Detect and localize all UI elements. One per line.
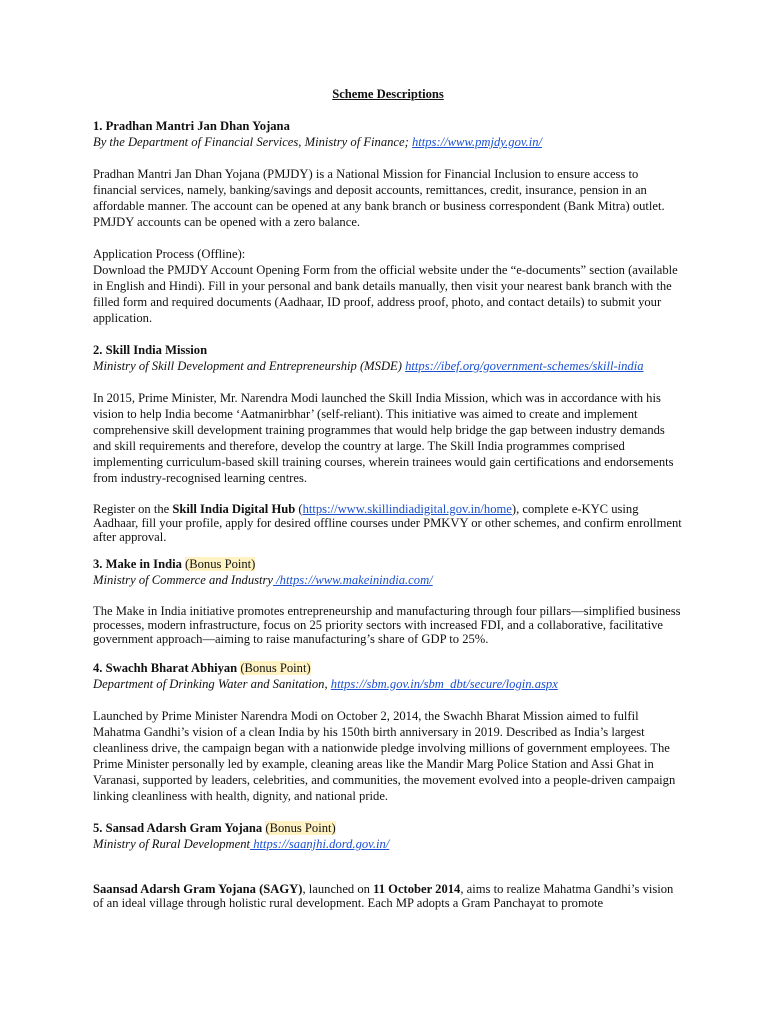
process-label: Application Process (Offline):	[93, 247, 246, 261]
register-bold: Skill India Digital Hub	[172, 502, 296, 516]
skill-india-digital-link[interactable]: https://www.skillindiadigital.gov.in/home	[302, 502, 512, 516]
section-byline	[93, 134, 683, 150]
section-skill-india	[93, 342, 683, 544]
byline-text: Department of Drinking Water and Sanitation,	[93, 677, 331, 691]
skill-india-link[interactable]: https://ibef.org/government-schemes/skill-india	[405, 359, 644, 373]
section-pmjdy	[93, 118, 683, 326]
process-text: Download the PMJDY Account Opening Form from the official website under the “e-documents” section (available in English and Hindi). Fill in your personal and bank details manually, then visit your nearest bank branch with the filled form and required documents (Aadhaar, ID proof, address proof, photo, and contact details) to submit your application.	[93, 263, 678, 325]
section-heading	[93, 820, 683, 836]
desc-mid: , launched on	[302, 882, 374, 896]
heading-text: 3. Make in India	[93, 557, 186, 571]
section-make-in-india	[93, 556, 683, 646]
section-heading	[93, 660, 683, 676]
desc-bold-date: 11 October 2014	[373, 882, 461, 896]
sagy-link[interactable]: https://saanjhi.dord.gov.in/	[250, 837, 390, 851]
desc-bold-name: Saansad Adarsh Gram Yojana (SAGY)	[93, 882, 303, 896]
register-pre: Register on the	[93, 502, 173, 516]
section-description: Launched by Prime Minister Narendra Modi on October 2, 2014, the Swachh Bharat Mission aimed to fulfil Mahatma Gandhi’s vision of a clean India by his 150th birth anniversary in 2019. Described as India’s largest cleanliness drive, the campaign began with a nationwide pledge involving millions of government employees. The Prime Minister personally led by example, cleaning areas like the Mandir Marg Police Station and Assi Ghat in Varanasi, supported by leaders, celebrities, and communities, the movement evolved into a people-driven campaign linking cleanliness with health, dignity, and national pride.	[93, 709, 676, 803]
section-heading	[93, 556, 683, 572]
section-swachh-bharat	[93, 660, 683, 804]
section-heading: 2. Skill India Mission	[93, 343, 208, 357]
pmjdy-link[interactable]: https://www.pmjdy.gov.in/	[411, 135, 542, 149]
section-description	[93, 882, 683, 910]
register-post: ), complete e-KYC using Aadhaar, fill your profile, apply for desired offline courses under PMKVY or other schemes, and confirm enrollment after approval.	[93, 502, 682, 544]
section-byline	[93, 572, 683, 588]
heading-text: 5. Sansad Adarsh Gram Yojana	[93, 821, 266, 835]
register-text	[93, 502, 683, 544]
byline-text: By the Department of Financial Services, Ministry of Finance;	[93, 135, 412, 149]
section-description: Pradhan Mantri Jan Dhan Yojana (PMJDY) is a National Mission for Financial Inclusion to ensure access to financial services, namely, banking/savings and deposit accounts, remittances, credit, insurance, pension in an affordable manner. The account can be opened at any bank branch or business correspondent (Bank Mitra) outlet. PMJDY accounts can be opened with a zero balance.	[93, 167, 665, 229]
bonus-badge: (Bonus Point)	[185, 557, 256, 571]
section-byline	[93, 676, 683, 692]
byline-text: Ministry of Rural Development	[93, 837, 251, 851]
section-byline	[93, 836, 683, 852]
document-page	[93, 86, 683, 910]
bonus-badge: (Bonus Point)	[240, 661, 311, 675]
desc-rest: , aims to realize Mahatma Gandhi’s vision of an ideal village through holistic rural development. Each MP adopts a Gram Panchayat to promote	[93, 882, 674, 910]
heading-text: 4. Swachh Bharat Abhiyan	[93, 661, 241, 675]
section-description: The Make in India initiative promotes entrepreneurship and manufacturing through four pillars—simplified business processes, modern infrastructure, focus on 25 priority sectors with increased FDI, and a collaborative, facilitative government approach—aiming to raise manufacturing’s share of GDP to 25%.	[93, 604, 681, 646]
bonus-badge: (Bonus Point)	[265, 821, 336, 835]
byline-text: Ministry of Skill Development and Entrepreneurship (MSDE)	[93, 359, 406, 373]
section-description: In 2015, Prime Minister, Mr. Narendra Modi launched the Skill India Mission, which was in accordance with his vision to help India become ‘Aatmanirbhar’ (self-reliant). This initiative was aimed to create and implement comprehensive skill development training programmes that would help bridge the gap between industry demands and skill requirements and therefore, develop the country at large. The Skill India programmes comprised implementing curriculum-based skill training courses, wherein trainees would gain certifications and endorsements from industry-recognised learning centres.	[93, 391, 674, 485]
make-in-india-link[interactable]: /https://www.makeinindia.com/	[273, 573, 433, 587]
byline-text: Ministry of Commerce and Industry	[93, 573, 274, 587]
register-open: (	[295, 502, 303, 516]
sbm-link[interactable]: https://sbm.gov.in/sbm_dbt/secure/login.aspx	[330, 677, 558, 691]
section-byline	[93, 358, 683, 374]
section-heading: 1. Pradhan Mantri Jan Dhan Yojana	[93, 119, 290, 133]
section-sagy	[93, 820, 683, 910]
document-title: Scheme Descriptions	[332, 87, 444, 101]
